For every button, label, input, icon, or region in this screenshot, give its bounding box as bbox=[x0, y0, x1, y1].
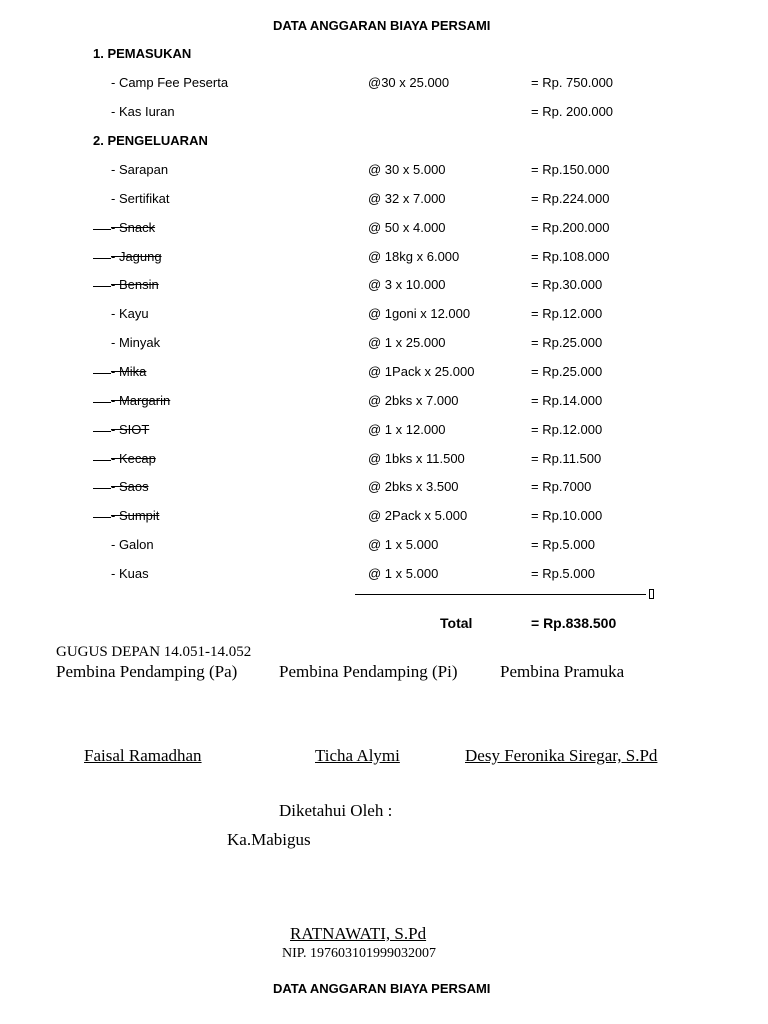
list-item bbox=[0, 191, 768, 211]
list-item bbox=[0, 162, 768, 182]
role-pi: Pembina Pendamping (Pi) bbox=[279, 662, 458, 681]
item-amount: = Rp.12.000 bbox=[531, 306, 603, 321]
page-title: DATA ANGGARAN BIAYA PERSAMI bbox=[273, 18, 491, 33]
item-amount: = Rp.12.000 bbox=[531, 422, 603, 437]
list-item bbox=[0, 566, 768, 586]
section-heading-pengeluaran: 2. PENGELUARAN bbox=[93, 133, 208, 148]
item-amount: = Rp.25.000 bbox=[531, 364, 603, 379]
item-name: - Snack bbox=[111, 220, 156, 235]
item-amount: = Rp. 200.000 bbox=[531, 104, 614, 119]
nip-label: NIP. 197603101999032007 bbox=[282, 946, 437, 961]
section-heading-pemasukan: 1. PEMASUKAN bbox=[93, 46, 192, 61]
item-qty: @ 50 x 4.000 bbox=[368, 220, 446, 235]
role-pembina: Pembina Pramuka bbox=[500, 662, 625, 681]
list-item bbox=[0, 277, 768, 297]
strikethrough-line bbox=[93, 373, 111, 374]
strikethrough-line bbox=[93, 488, 111, 489]
item-name: - Saos bbox=[111, 479, 149, 494]
list-item bbox=[0, 393, 768, 413]
item-qty: @ 18kg x 6.000 bbox=[368, 249, 460, 264]
item-name: - Mika bbox=[111, 364, 147, 379]
item-name: - Bensin bbox=[111, 277, 159, 292]
strikethrough-line bbox=[93, 258, 111, 259]
list-item bbox=[0, 306, 768, 326]
item-amount: = Rp.5.000 bbox=[531, 566, 595, 581]
strikethrough-line bbox=[93, 229, 111, 230]
strikethrough-line bbox=[93, 460, 111, 461]
item-qty: @ 1Pack x 25.000 bbox=[368, 364, 475, 379]
item-name: - Kayu bbox=[111, 306, 149, 321]
item-amount: = Rp.224.000 bbox=[531, 191, 610, 206]
item-amount: = Rp.30.000 bbox=[531, 277, 603, 292]
list-item bbox=[0, 422, 768, 442]
item-name: - Kuas bbox=[111, 566, 149, 581]
item-qty: @ 3 x 10.000 bbox=[368, 277, 446, 292]
item-name: - Kas Iuran bbox=[111, 104, 175, 119]
total-label: Total bbox=[440, 615, 473, 631]
signatory-pembina: Desy Feronika Siregar, S.Pd bbox=[465, 746, 658, 765]
paragraph-marker-icon bbox=[649, 589, 654, 599]
known-by-label: Diketahui Oleh : bbox=[279, 801, 393, 820]
item-amount: = Rp. 750.000 bbox=[531, 75, 614, 90]
list-item bbox=[0, 75, 768, 95]
item-qty: @30 x 25.000 bbox=[368, 75, 450, 90]
item-qty: @ 2bks x 3.500 bbox=[368, 479, 459, 494]
item-qty: @ 1 x 25.000 bbox=[368, 335, 446, 350]
item-name: - Minyak bbox=[111, 335, 161, 350]
item-qty: @ 30 x 5.000 bbox=[368, 162, 446, 177]
item-amount: = Rp.10.000 bbox=[531, 508, 603, 523]
item-amount: = Rp.7000 bbox=[531, 479, 592, 494]
list-item bbox=[0, 104, 768, 124]
footer-title: DATA ANGGARAN BIAYA PERSAMI bbox=[273, 981, 491, 996]
item-amount: = Rp.14.000 bbox=[531, 393, 603, 408]
item-amount: = Rp.108.000 bbox=[531, 249, 610, 264]
head-signatory: RATNAWATI, S.Pd bbox=[290, 924, 427, 943]
total-amount: = Rp.838.500 bbox=[531, 615, 617, 631]
list-item bbox=[0, 335, 768, 355]
signatory-pi: Ticha Alymi bbox=[315, 746, 400, 765]
item-qty: @ 1 x 5.000 bbox=[368, 566, 439, 581]
list-item bbox=[0, 508, 768, 528]
item-amount: = Rp.5.000 bbox=[531, 537, 595, 552]
list-item bbox=[0, 249, 768, 269]
list-item bbox=[0, 479, 768, 499]
item-amount: = Rp.150.000 bbox=[531, 162, 610, 177]
item-name: - Camp Fee Peserta bbox=[111, 75, 229, 90]
item-amount: = Rp.200.000 bbox=[531, 220, 610, 235]
list-item bbox=[0, 537, 768, 557]
item-qty: @ 1goni x 12.000 bbox=[368, 306, 471, 321]
item-name: - Jagung bbox=[111, 249, 162, 264]
signatory-pa: Faisal Ramadhan bbox=[84, 746, 202, 765]
item-name: - Kecap bbox=[111, 451, 156, 466]
group-label: GUGUS DEPAN 14.051-14.052 bbox=[56, 644, 252, 660]
item-qty: @ 32 x 7.000 bbox=[368, 191, 446, 206]
item-name: - Sertifikat bbox=[111, 191, 170, 206]
item-qty: @ 1 x 12.000 bbox=[368, 422, 446, 437]
list-item bbox=[0, 220, 768, 240]
item-name: - SIOT bbox=[111, 422, 150, 437]
strikethrough-line bbox=[93, 517, 111, 518]
item-qty: @ 1 x 5.000 bbox=[368, 537, 439, 552]
strikethrough-line bbox=[93, 431, 111, 432]
strikethrough-line bbox=[93, 402, 111, 403]
item-name: - Margarin bbox=[111, 393, 171, 408]
item-qty: @ 2bks x 7.000 bbox=[368, 393, 459, 408]
item-name: - Sumpit bbox=[111, 508, 160, 523]
item-amount: = Rp.25.000 bbox=[531, 335, 603, 350]
item-amount: = Rp.11.500 bbox=[531, 451, 602, 466]
ka-mabigus-label: Ka.Mabigus bbox=[227, 830, 311, 849]
list-item bbox=[0, 451, 768, 471]
item-name: - Sarapan bbox=[111, 162, 169, 177]
strikethrough-line bbox=[93, 286, 111, 287]
total-divider bbox=[355, 594, 646, 595]
item-qty: @ 2Pack x 5.000 bbox=[368, 508, 468, 523]
item-qty: @ 1bks x 11.500 bbox=[368, 451, 465, 466]
role-pa: Pembina Pendamping (Pa) bbox=[56, 662, 238, 681]
list-item bbox=[0, 364, 768, 384]
item-name: - Galon bbox=[111, 537, 154, 552]
